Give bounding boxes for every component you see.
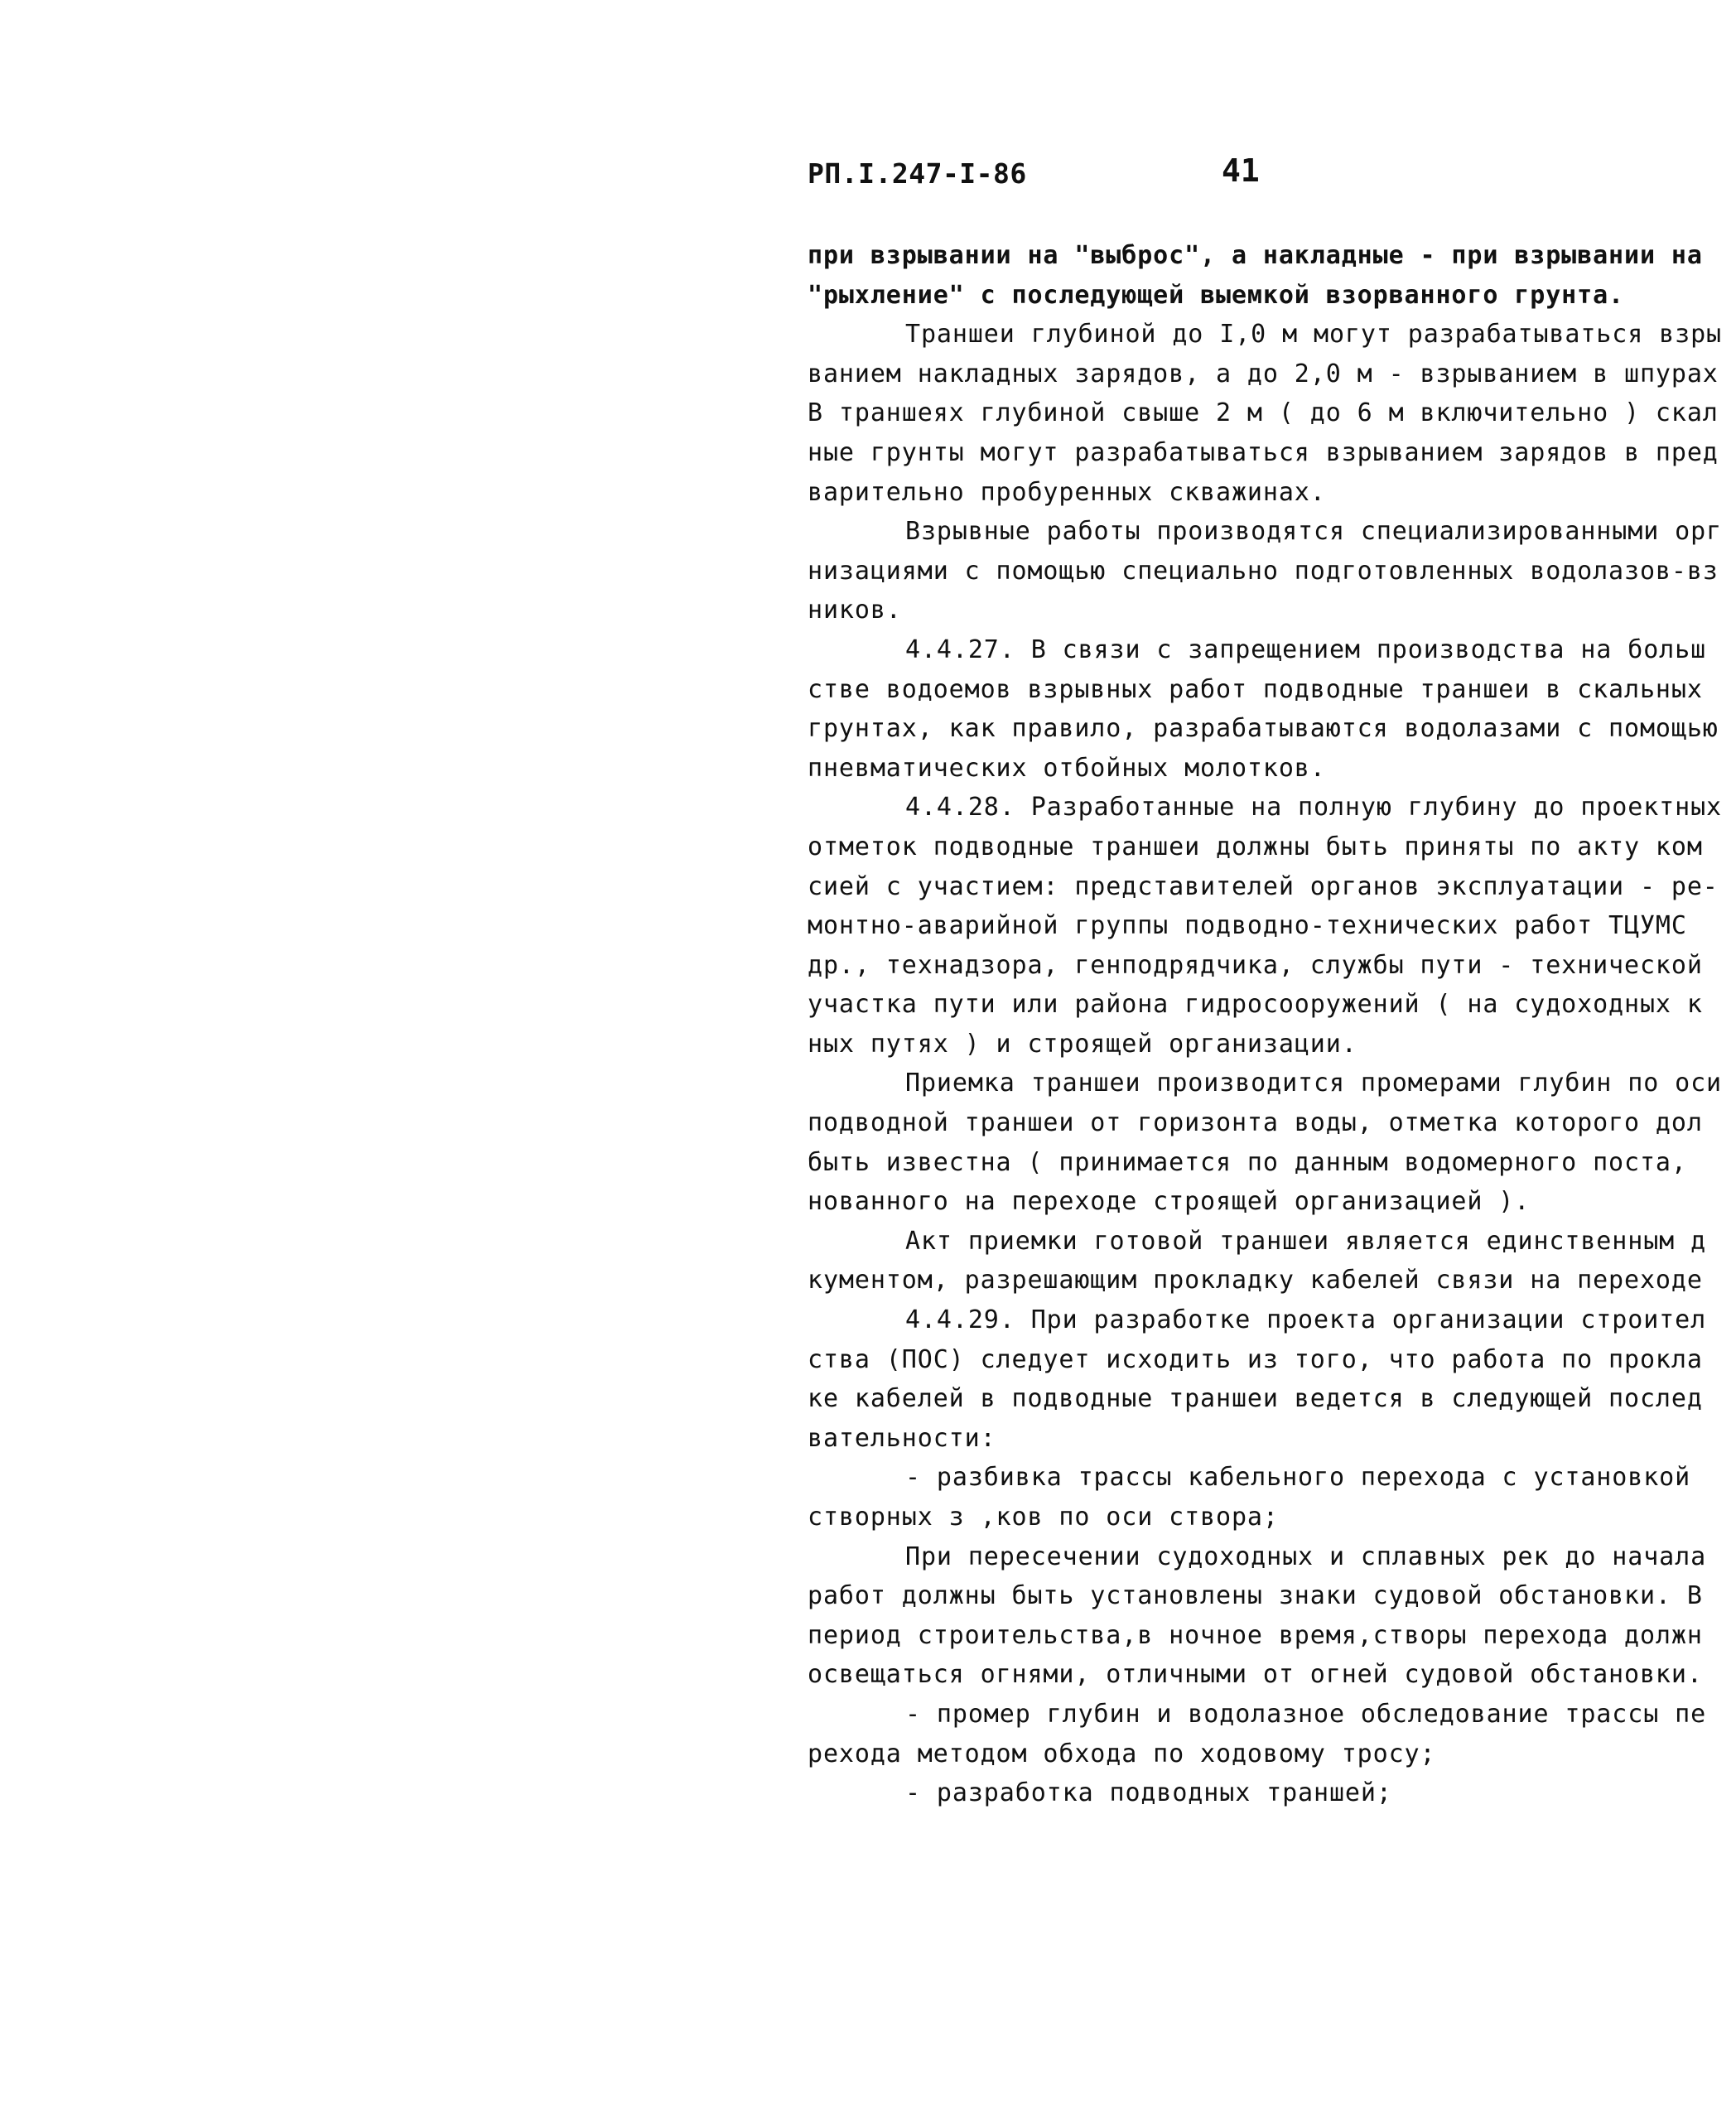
- text-line: участка пути или района гидросооружений ( на судоходных к: [808, 990, 1703, 1020]
- text-line: освещаться огнями, отличными от огней судовой обстановки.: [808, 1660, 1703, 1690]
- text-line: сией с участием: представителей органов эксплуатации - ре-: [808, 871, 1719, 901]
- text-line: рехода методом обхода по ходовому тросу;: [808, 1739, 1436, 1768]
- text-line: - разработка подводных траншей;: [905, 1778, 1392, 1808]
- text-line: - промер глубин и водолазное обследование трассы пе: [905, 1699, 1707, 1729]
- text-line: ства (ПОС) следует исходить из того, что работа по прокла: [808, 1344, 1703, 1374]
- text-line: ных путях ) и строящей организации.: [808, 1029, 1357, 1059]
- page-header: [808, 152, 1719, 207]
- text-line: ванием накладных зарядов, а до 2,0 м - взрыванием в шпурах: [808, 359, 1719, 388]
- text-line: Акт приемки готовой траншеи является единственным д: [905, 1226, 1707, 1256]
- text-line: нованного на переходе строящей организацией ).: [808, 1187, 1531, 1217]
- text-line: В траншеях глубиной свыше 2 м ( до 6 м включительно ) скал: [808, 398, 1719, 428]
- text-line: отметок подводные траншеи должны быть приняты по акту ком: [808, 832, 1703, 861]
- text-line: пневматических отбойных молотков.: [808, 753, 1326, 783]
- text-line: работ должны быть установлены знаки судовой обстановки. В: [808, 1581, 1703, 1611]
- text-line: др., технадзора, генподрядчика, службы пути - технической: [808, 950, 1703, 980]
- text-line: монтно-аварийной группы подводно-технических работ ТЦУМС: [808, 911, 1687, 941]
- text-line: Взрывные работы производятся специализированными орг: [905, 517, 1722, 547]
- text-line: ке кабелей в подводные траншеи ведется в следующей послед: [808, 1384, 1703, 1414]
- text-line: ников.: [808, 596, 902, 625]
- text-line: створных з ,ков по оси створа;: [808, 1503, 1279, 1532]
- text-line: "рыхление" с последующей выемкой взорванного грунта.: [808, 280, 1624, 310]
- text-line: период строительства,в ночное время,створы перехода должн: [808, 1620, 1703, 1650]
- text-line: При пересечении судоходных и сплавных рек до начала: [905, 1542, 1707, 1571]
- text-line: кументом, разрешающим прокладку кабелей связи на переходе: [808, 1266, 1703, 1296]
- text-line: быть известна ( принимается по данным водомерного поста,: [808, 1147, 1687, 1177]
- text-line: Приемка траншеи производится промерами глубин по оси: [905, 1069, 1722, 1098]
- text-line: Траншеи глубиной до I,0 м могут разрабатываться взры: [905, 320, 1722, 350]
- text-line: грунтах, как правило, разрабатываются водолазами с помощью: [808, 714, 1719, 744]
- text-line: 4.4.27. В связи с запрещением производства на больш: [905, 634, 1707, 664]
- text-line: 4.4.28. Разработанные на полную глубину до проектных: [905, 793, 1722, 823]
- body-text: [808, 236, 1736, 1851]
- text-line: варительно пробуренных скважинах.: [808, 477, 1326, 507]
- text-line: вательности:: [808, 1423, 996, 1453]
- document-code: РП.I.247-I-86: [808, 157, 1027, 190]
- text-line: низациями с помощью специально подготовленных водолазов-вз: [808, 556, 1719, 586]
- text-line: ные грунты могут разрабатываться взрыванием зарядов в пред: [808, 437, 1719, 467]
- text-line: - разбивка трассы кабельного перехода с установкой: [905, 1463, 1691, 1493]
- text-line: 4.4.29. При разработке проекта организации строител: [905, 1305, 1707, 1335]
- text-line: подводной траншеи от горизонта воды, отметка которого дол: [808, 1108, 1703, 1138]
- page-number: 41: [1222, 152, 1260, 189]
- text-line: стве водоемов взрывных работ подводные траншеи в скальных: [808, 674, 1703, 704]
- text-line: при взрывании на "выброс", а накладные - при взрывании на: [808, 241, 1703, 270]
